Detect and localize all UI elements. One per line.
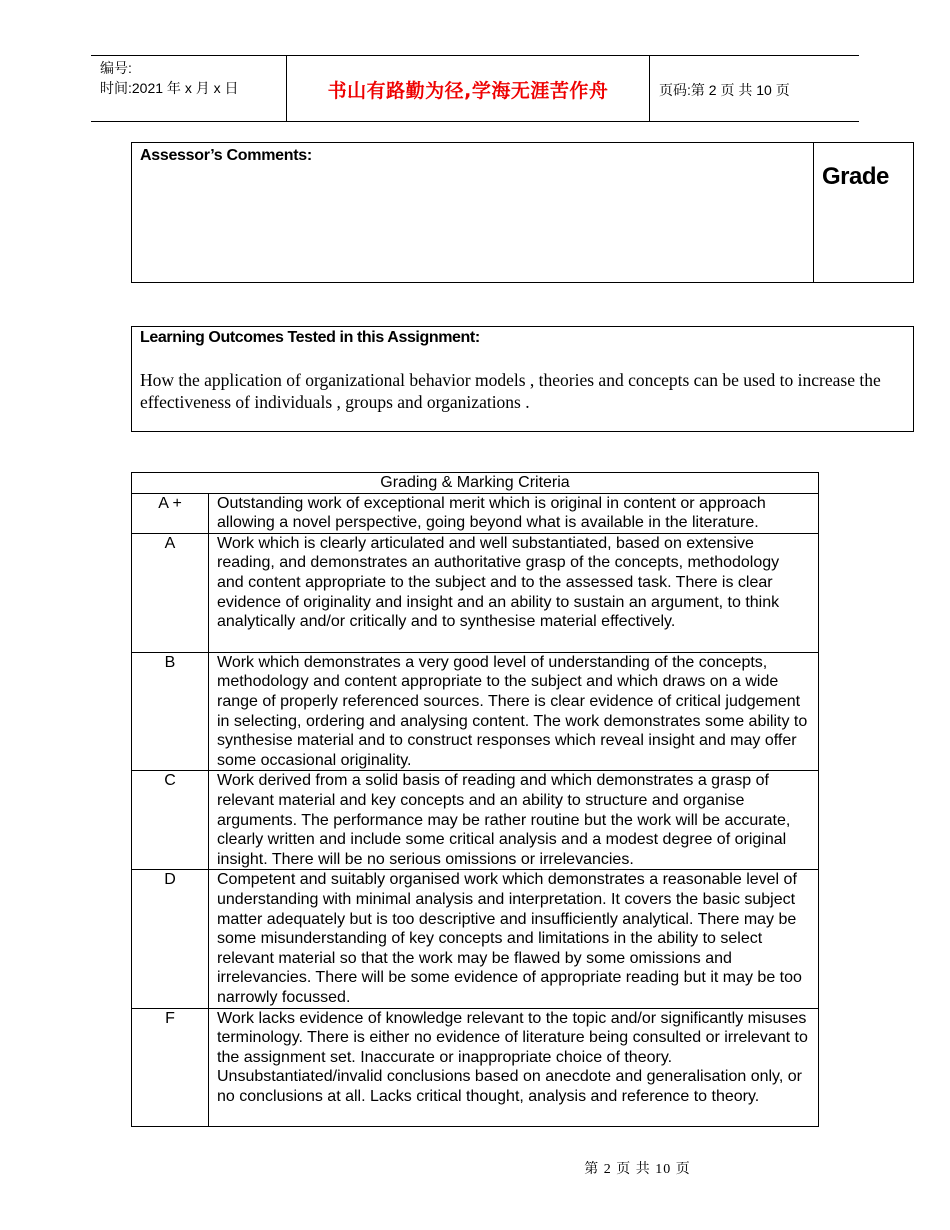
document-time-label: 时间:2021 年 x 月 x 日 xyxy=(100,80,239,96)
description-cell: Work which demonstrates a very good level of understanding of the concepts, methodology and content appropriate to the subject and which draws on a wide range of properly referenced sources. There is clear evidence of critical judgement in selecting, ordering and analysing content. The work demonstrates some ability to synthesise material and to construct responses which reveal insight and may offer some occasional originality. xyxy=(209,652,819,771)
grade-cell: B xyxy=(132,652,209,771)
description-cell: Work derived from a solid basis of reading and which demonstrates a grasp of relevant material and key concepts and an ability to structure and organise arguments. The performance may be rather routine but the work will be accurate, clearly written and include some critical analysis and a modest degree of original insight. There will be no serious omissions or irrelevancies. xyxy=(209,771,819,870)
grade-label: Grade xyxy=(822,163,889,190)
table-row xyxy=(132,771,819,870)
header-bottom-rule xyxy=(91,121,859,122)
learning-outcomes-text: How the application of organizational behavior models , theories and concepts can be used to increase the effectiveness of individuals , groups and organizations . xyxy=(140,370,881,412)
learning-outcomes-label: Learning Outcomes Tested in this Assignment: xyxy=(140,329,480,346)
table-row xyxy=(132,652,819,771)
description-cell: Outstanding work of exceptional merit which is original in content or approach allowing a novel perspective, going beyond what is available in the literature. xyxy=(209,493,819,533)
grade-cell: F xyxy=(132,1008,209,1126)
table-header-row xyxy=(132,473,819,494)
learning-outcomes-box xyxy=(131,326,914,432)
table-row xyxy=(132,493,819,533)
header-motto: 书山有路勤为径,学海无涯苦作舟 xyxy=(327,80,609,102)
grading-criteria-table xyxy=(131,472,819,1127)
header-top-rule xyxy=(91,55,859,56)
table-row xyxy=(132,533,819,652)
grade-cell: A + xyxy=(132,493,209,533)
page-footer: 第 2 页 共 10 页 xyxy=(584,1162,691,1177)
grade-cell: C xyxy=(132,771,209,870)
table-row xyxy=(132,1008,819,1126)
header-meta xyxy=(100,58,238,98)
document-number-label: 编号: xyxy=(100,60,132,76)
assessor-comments-label: Assessor’s Comments: xyxy=(140,147,312,164)
assessor-comments-box xyxy=(131,142,914,283)
description-cell: Work which is clearly articulated and well substantiated, based on extensive reading, and demonstrates an authoritative grasp of the concepts, methodology and content appropriate to the subject and to the assessed task. There is clear evidence of originality and insight and an ability to sustain an argument, to think analytically and/or critically and to synthesise material effectively. xyxy=(209,533,819,652)
description-cell: Competent and suitably organised work which demonstrates a reasonable level of understanding with minimal analysis and interpretation. It covers the basic subject matter adequately but is too descriptive and insufficiently analytical. There may be some misunderstanding of key concepts and limitations in the ability to select relevant material so that the work may be flawed by some omissions and irrelevancies. There will be some evidence of appropriate reading but it may be too narrowly focussed. xyxy=(209,870,819,1008)
criteria-title: Grading & Marking Criteria xyxy=(132,473,819,494)
description-cell: Work lacks evidence of knowledge relevant to the topic and/or significantly misuses terminology. There is either no evidence of literature being consulted or irrelevant to the assignment set. Inaccurate or inappropriate choice of theory. Unsubstantiated/invalid conclusions based on anecdote and generalisation only, or no conclusions at all. Lacks critical thought, analysis and reference to theory. xyxy=(209,1008,819,1126)
assessor-grade-divider xyxy=(813,143,814,282)
grade-cell: D xyxy=(132,870,209,1008)
grade-cell: A xyxy=(132,533,209,652)
header-divider-right xyxy=(649,55,650,121)
table-row xyxy=(132,870,819,1008)
header-page-code: 页码:第 2 页 共 10 页 xyxy=(659,82,790,98)
